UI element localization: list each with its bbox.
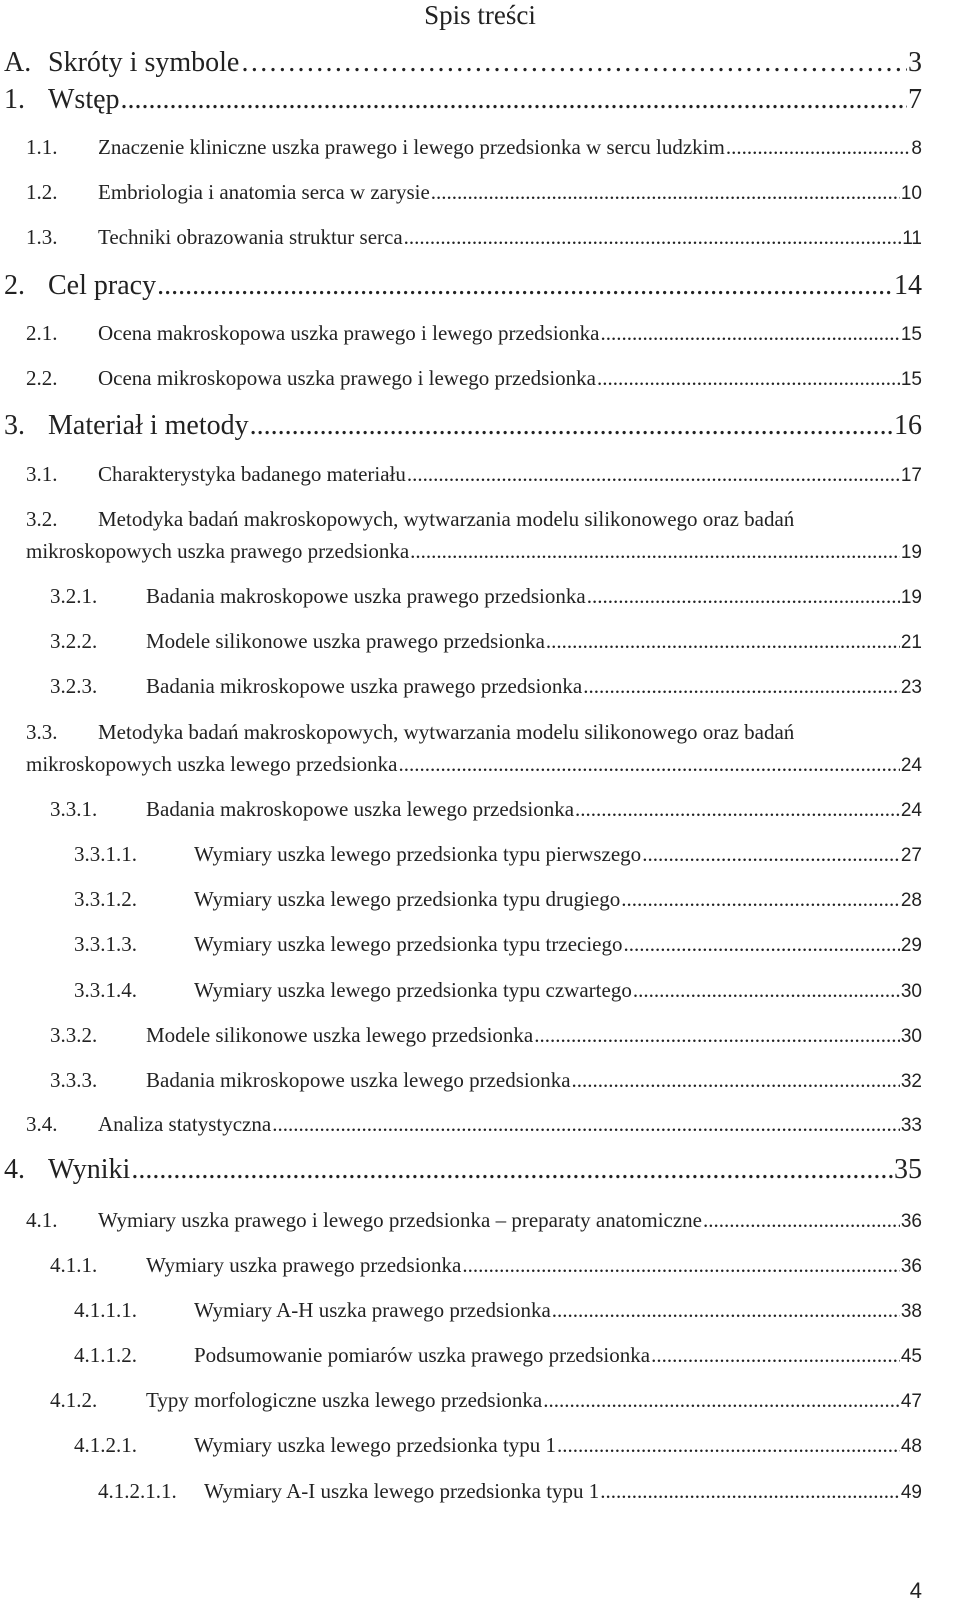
toc-entry-number: 4.1.1.1. xyxy=(74,1298,137,1322)
toc-entry-number: 3.3.1. xyxy=(50,797,98,821)
toc-entry-number: 3.3.1.1. xyxy=(74,842,137,866)
toc-entry-number: 3.3. xyxy=(26,720,58,744)
toc-entry-page: 15 xyxy=(900,324,922,345)
toc-entry-number: 3.3.2. xyxy=(50,1023,98,1047)
page-number: 4 xyxy=(909,1578,922,1603)
toc-entry-page: 38 xyxy=(900,1301,922,1322)
toc-entry-3-3-3[interactable] xyxy=(50,1068,922,1093)
toc-entry-3-1[interactable] xyxy=(26,462,922,487)
toc-entry-title: Metodyka badań makroskopowych, wytwarzania modelu silikonowego oraz badań xyxy=(98,720,795,744)
dot-leader xyxy=(462,1253,899,1278)
toc-entry-title: Metodyka badań makroskopowych, wytwarzania modelu silikonowego oraz badań xyxy=(98,507,795,531)
dot-leader xyxy=(410,539,900,564)
toc-entry-number: 3.2.3. xyxy=(50,674,98,698)
toc-entry-page: 49 xyxy=(900,1482,922,1503)
toc-entry-title: Badania makroskopowe uszka lewego przedsionka xyxy=(146,797,575,821)
toc-entry-page: 8 xyxy=(911,138,922,159)
toc-entry-title: Wstęp xyxy=(48,84,120,115)
toc-entry-3-3-1-4[interactable] xyxy=(74,978,922,1003)
toc-entry-title: Wymiary A-I uszka lewego przedsionka typu 1 xyxy=(204,1479,600,1503)
toc-entry-title: Podsumowanie pomiarów uszka prawego przedsionka xyxy=(194,1343,651,1367)
toc-entry-title: Materiał i metody xyxy=(48,410,249,441)
dot-leader xyxy=(543,1388,900,1413)
toc-entry-title: Skróty i symbole xyxy=(48,47,240,78)
toc-entry-title: Badania mikroskopowe uszka prawego przedsionka xyxy=(146,674,583,698)
toc-title: Spis treści xyxy=(424,0,536,30)
toc-entry-number: 1.3. xyxy=(26,225,58,249)
toc-entry-4-1-1[interactable] xyxy=(50,1253,922,1278)
toc-entry-3-3-line2[interactable] xyxy=(26,752,922,777)
toc-entry-title-cont: mikroskopowych uszka prawego przedsionka xyxy=(26,539,410,563)
toc-entry-4-1-2-1[interactable] xyxy=(74,1433,922,1458)
toc-entry-3[interactable] xyxy=(4,410,922,442)
toc-entry-number: 3.2. xyxy=(26,507,58,531)
toc-entry-4-1-2-1-1[interactable] xyxy=(98,1479,922,1504)
toc-entry-title: Wymiary uszka lewego przedsionka typu drugiego xyxy=(194,887,621,911)
toc-entry-title: Wymiary uszka lewego przedsionka typu pierwszego xyxy=(194,842,642,866)
toc-entry-page: 7 xyxy=(908,84,922,115)
toc-entry-4-1-2[interactable] xyxy=(50,1388,922,1413)
toc-entry-number: 2.2. xyxy=(26,366,58,390)
toc-entry-number: 3.3.1.3. xyxy=(74,932,137,956)
toc-entry-page: 23 xyxy=(900,677,922,698)
toc-entry-3-3-2[interactable] xyxy=(50,1023,922,1048)
toc-entry-number: 4.1.2. xyxy=(50,1388,98,1412)
dot-leader xyxy=(587,584,900,609)
toc-entry-number: 4. xyxy=(4,1154,25,1185)
dot-leader xyxy=(583,674,900,699)
toc-entry-2-2[interactable] xyxy=(26,366,922,391)
toc-entry-1-1[interactable] xyxy=(26,135,922,160)
dot-leader xyxy=(575,797,900,822)
toc-entry-1-2[interactable] xyxy=(26,180,922,205)
dot-leader xyxy=(552,1298,900,1323)
toc-entry-3-2-line2[interactable] xyxy=(26,539,922,564)
toc-entry-page: 24 xyxy=(900,755,922,776)
toc-entry-number: 3.2.1. xyxy=(50,584,98,608)
dot-leader xyxy=(703,1208,900,1233)
toc-entry-number: 3.4. xyxy=(26,1112,58,1136)
toc-entry-title: Techniki obrazowania struktur serca xyxy=(98,225,403,249)
dot-leader xyxy=(557,1433,900,1458)
toc-entry-page: 10 xyxy=(900,183,922,204)
toc-entry-page: 17 xyxy=(900,465,922,486)
toc-entry-page: 33 xyxy=(900,1115,922,1136)
dot-leader xyxy=(404,225,902,250)
toc-entry-3-3-1-2[interactable] xyxy=(74,887,922,912)
toc-entry-title: Charakterystyka badanego materiału xyxy=(98,462,406,486)
dot-leader xyxy=(726,135,911,160)
toc-entry-page: 30 xyxy=(900,981,922,1002)
toc-entry-title: Embriologia i anatomia serca w zarysie xyxy=(98,180,430,204)
toc-entry-title: Wymiary uszka lewego przedsionka typu 1 xyxy=(194,1433,557,1457)
toc-entry-3-3-1[interactable] xyxy=(50,797,922,822)
dot-leader xyxy=(407,462,900,487)
toc-entry-page: 11 xyxy=(902,228,922,249)
toc-entry-3-2-1[interactable] xyxy=(50,584,922,609)
toc-entry-page: 45 xyxy=(900,1346,922,1367)
toc-entry-number: 3.1. xyxy=(26,462,58,486)
toc-entry-title: Wymiary uszka prawego i lewego przedsionka – preparaty anatomiczne xyxy=(98,1208,702,1232)
toc-entry-title: Wymiary A-H uszka prawego przedsionka xyxy=(194,1298,551,1322)
toc-entry-3-2-3[interactable] xyxy=(50,674,922,699)
toc-entry-title: Wymiary uszka lewego przedsionka typu czwartego xyxy=(194,978,632,1002)
toc-entry-4[interactable] xyxy=(4,1154,922,1186)
dot-leader xyxy=(597,366,900,391)
toc-entry-title: Typy morfologiczne uszka lewego przedsionka xyxy=(146,1388,543,1412)
toc-entry-title: Wymiary uszka prawego przedsionka xyxy=(146,1253,462,1277)
toc-entry-title-cont: mikroskopowych uszka lewego przedsionka xyxy=(26,752,398,776)
dot-leader xyxy=(121,84,907,116)
toc-entry-number: 4.1. xyxy=(26,1208,58,1232)
dot-leader xyxy=(624,932,900,957)
dot-leader xyxy=(621,887,900,912)
toc-entry-title: Ocena makroskopowa uszka prawego i lewego przedsionka xyxy=(98,321,600,345)
dot-leader xyxy=(157,270,893,302)
toc-entry-page: 30 xyxy=(900,1026,922,1047)
toc-entry-4-1-1-2[interactable] xyxy=(74,1343,922,1368)
toc-entry-page: 15 xyxy=(900,369,922,390)
toc-entry-number: 2. xyxy=(4,270,25,301)
toc-entry-title: Badania makroskopowe uszka prawego przedsionka xyxy=(146,584,586,608)
toc-entry-page: 19 xyxy=(900,587,922,608)
toc-entry-number: 1. xyxy=(4,84,25,115)
dot-leader xyxy=(633,978,900,1003)
toc-entry-title: Ocena mikroskopowa uszka prawego i lewego przedsionka xyxy=(98,366,597,390)
toc-entry-page: 27 xyxy=(900,845,922,866)
toc-entry-number: 3.2.2. xyxy=(50,629,98,653)
toc-entry-number: A. xyxy=(4,47,32,78)
toc-entry-1-3[interactable] xyxy=(26,225,922,250)
toc-entry-page: 14 xyxy=(894,270,922,301)
dot-leader xyxy=(601,321,900,346)
toc-entry-number: 3. xyxy=(4,410,25,441)
toc-entry-page: 19 xyxy=(900,542,922,563)
toc-entry-number: 3.3.3. xyxy=(50,1068,98,1092)
toc-entry-2[interactable] xyxy=(4,270,922,302)
dot-leader xyxy=(399,752,900,777)
toc-entry-number: 3.3.1.4. xyxy=(74,978,137,1002)
toc-entry-title: Modele silikonowe uszka lewego przedsionka xyxy=(146,1023,534,1047)
toc-entry-page: 36 xyxy=(900,1211,922,1232)
toc-entry-page: 47 xyxy=(900,1391,922,1412)
dot-leader xyxy=(651,1343,900,1368)
dot-leader xyxy=(240,47,907,79)
toc-entry-title: Modele silikonowe uszka prawego przedsionka xyxy=(146,629,545,653)
toc-entry-page: 48 xyxy=(900,1436,922,1457)
toc-entry-number: 4.1.2.1.1. xyxy=(98,1479,177,1503)
toc-entry-title: Wymiary uszka lewego przedsionka typu trzeciego xyxy=(194,932,623,956)
dot-leader xyxy=(250,410,893,442)
toc-entry-3-2-2[interactable] xyxy=(50,629,922,654)
toc-entry-3-3-line1[interactable] xyxy=(26,720,922,745)
toc-entry-2-1[interactable] xyxy=(26,321,922,346)
toc-entry-4-1[interactable] xyxy=(26,1208,922,1233)
toc-entry-title: Badania mikroskopowe uszka lewego przedsionka xyxy=(146,1068,571,1092)
toc-entry-title: Znaczenie kliniczne uszka prawego i lewego przedsionka w sercu ludzkim xyxy=(98,135,725,159)
toc-entry-page: 3 xyxy=(908,47,922,78)
toc-entry-page: 24 xyxy=(900,800,922,821)
toc-entry-number: 4.1.1.2. xyxy=(74,1343,137,1367)
toc-entry-1[interactable] xyxy=(4,84,922,116)
dot-leader xyxy=(534,1023,900,1048)
dot-leader xyxy=(431,180,900,205)
toc-entry-number: 1.1. xyxy=(26,135,58,159)
dot-leader xyxy=(272,1112,900,1137)
toc-entry-4-1-1-1[interactable] xyxy=(74,1298,922,1323)
toc-entry-page: 29 xyxy=(900,935,922,956)
toc-entry-page: 36 xyxy=(900,1256,922,1277)
toc-entry-page: 32 xyxy=(900,1071,922,1092)
dot-leader xyxy=(600,1479,900,1504)
toc-entry-title: Wyniki xyxy=(48,1154,131,1185)
dot-leader xyxy=(131,1154,893,1186)
toc-entry-3-3-1-1[interactable] xyxy=(74,842,922,867)
toc-entry-number: 3.3.1.2. xyxy=(74,887,137,911)
dot-leader xyxy=(546,629,900,654)
dot-leader xyxy=(572,1068,900,1093)
toc-entry-number: 4.1.2.1. xyxy=(74,1433,137,1457)
toc-entry-page: 16 xyxy=(894,410,922,441)
toc-entry-3-4[interactable] xyxy=(26,1112,922,1137)
toc-entry-title: Analiza statystyczna xyxy=(98,1112,272,1136)
toc-entry-number: 4.1.1. xyxy=(50,1253,98,1277)
toc-entry-title: Cel pracy xyxy=(48,270,157,301)
toc-entry-number: 1.2. xyxy=(26,180,58,204)
toc-entry-page: 28 xyxy=(900,890,922,911)
toc-entry-3-3-1-3[interactable] xyxy=(74,932,922,957)
toc-entry-number: 2.1. xyxy=(26,321,58,345)
toc-entry-a[interactable] xyxy=(4,47,922,79)
toc-entry-3-2-line1[interactable] xyxy=(26,507,922,532)
dot-leader xyxy=(642,842,900,867)
toc-entry-page: 35 xyxy=(894,1154,922,1185)
toc-entry-page: 21 xyxy=(900,632,922,653)
